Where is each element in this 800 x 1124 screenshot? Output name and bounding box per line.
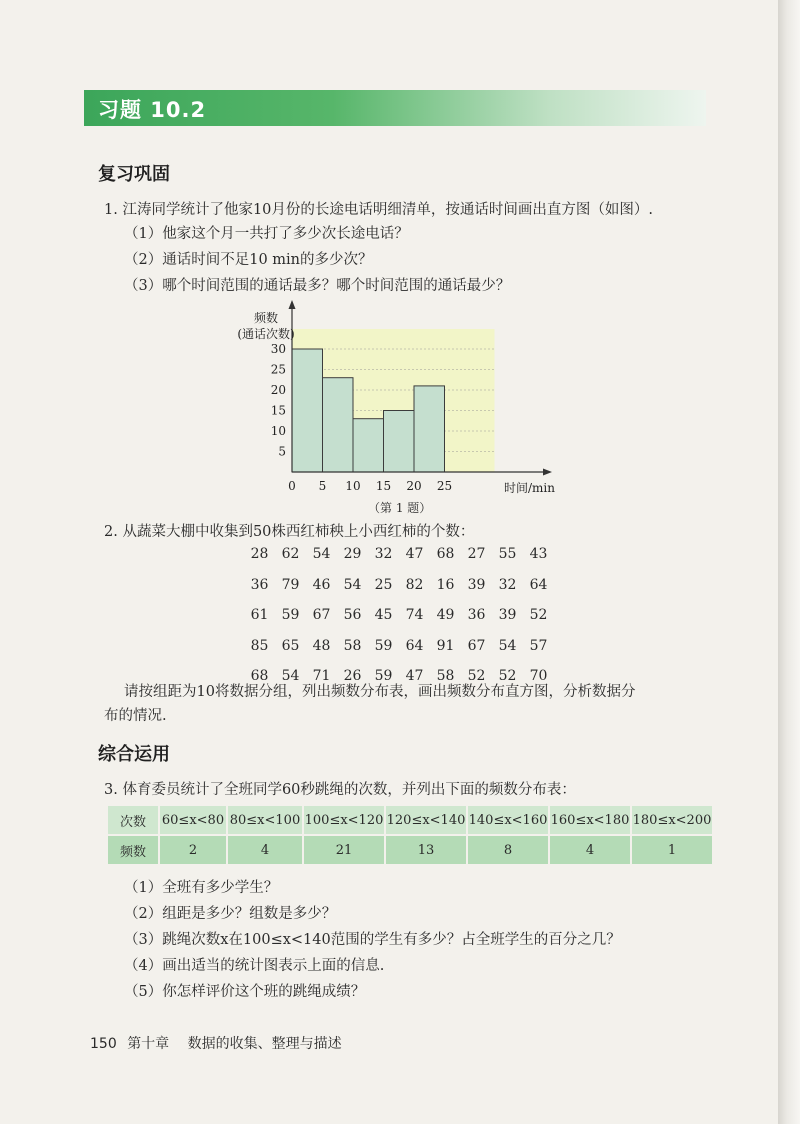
section-review-heading: 复习巩固 [98,164,170,185]
y-tick-label: 25 [270,362,286,377]
q3-sub-1: （1）全班有多少学生？ [124,880,279,896]
y-tick-label: 15 [270,403,286,418]
data-value: 82 [405,576,424,593]
histogram-bar [292,349,323,472]
q1-sub-3: （3）哪个时间范围的通话最多？哪个时间范围的通话最少？ [124,278,511,294]
data-value: 54 [281,668,300,684]
data-value: 49 [436,607,455,623]
q3-sub-4: （4）画出适当的统计图表示上面的信息. [124,958,385,974]
y-axis-arrow [289,300,296,309]
q2-instruction-line2: 布的情况. [104,708,167,724]
data-value: 65 [281,637,300,654]
x-tick-label: 20 [406,479,422,493]
x-axis-label: 时间/min [504,481,555,495]
data-value: 85 [250,637,269,654]
x-tick-label: 15 [375,479,392,493]
frequency-table [108,806,714,864]
data-value: 79 [281,576,300,593]
x-tick-label: 25 [436,479,453,493]
data-value: 16 [436,576,455,593]
q1-sub-2: （2）通话时间不足10 min的多少次？ [124,252,373,268]
data-value: 25 [374,576,393,593]
data-value: 64 [405,637,424,654]
data-value: 61 [250,607,269,623]
data-value: 26 [343,668,362,684]
data-value: 47 [405,546,424,562]
histogram-bar [414,386,445,472]
y-tick-label: 10 [270,424,286,438]
table-cell: 13 [385,835,467,864]
q2-instruction-line1: 请按组距为10将数据分组，列出频数分布表，画出频数分布直方图，分析数据分 [124,684,636,700]
table-cell: 160≤x<180 [549,806,631,835]
histogram-bar [323,378,354,472]
histogram-bar [384,411,415,473]
data-value: 48 [312,637,331,654]
table-cell: 60≤x<80 [159,806,227,835]
table-cell: 120≤x<140 [385,806,467,835]
data-value: 39 [498,607,517,623]
data-value: 74 [405,607,424,623]
data-value: 54 [343,576,362,593]
data-value: 32 [374,546,393,562]
data-value: 54 [312,546,331,562]
q3-sub-3: （3）跳绳次数x在100≤x<140范围的学生有多少？占全班学生的百分之几？ [124,932,621,948]
data-value: 64 [529,576,548,593]
table-cell: 21 [303,835,385,864]
data-value: 32 [498,576,517,593]
data-value: 52 [498,668,517,684]
table-cell: 1 [631,835,713,864]
q3-sub-5: （5）你怎样评价这个班的跳绳成绩？ [124,984,366,1000]
data-value: 27 [467,546,486,562]
table-row [108,835,713,864]
data-value: 59 [374,668,393,684]
data-value: 59 [281,607,300,623]
table-cell: 8 [467,835,549,864]
data-value: 68 [436,546,455,562]
data-value: 36 [467,607,486,623]
data-value: 67 [312,607,331,623]
data-value: 54 [498,637,517,654]
table-row [108,806,713,835]
y-axis-label-line1: 频数 [253,311,279,325]
data-value: 70 [529,668,548,684]
data-value: 43 [529,546,548,562]
data-value: 39 [467,576,486,593]
data-value: 56 [343,607,362,623]
y-tick-label: 20 [270,383,286,397]
table-cell: 100≤x<120 [303,806,385,835]
data-value: 68 [250,668,269,684]
data-value: 28 [250,546,269,562]
data-value: 55 [498,546,517,562]
table-cell: 4 [227,835,303,864]
x-axis-arrow [543,469,552,476]
chart-caption: （第 1 题） [368,501,432,515]
page-footer [90,1033,342,1053]
data-value: 67 [467,637,486,654]
q3-sub-2: （2）组距是多少？组数是多少？ [124,906,337,922]
y-tick-label: 5 [278,444,286,459]
table-cell: 80≤x<100 [227,806,303,835]
x-tick-label: 10 [345,479,361,493]
y-axis-label-line2: (通话次数) [237,327,295,341]
histogram-bar [353,419,384,472]
data-value: 59 [374,637,393,654]
chapter-title: 数据的收集、整理与描述 [187,1036,342,1052]
chapter-label: 第十章 [127,1036,170,1052]
q2-stem: 2. 从蔬菜大棚中收集到50株西红柿秧上小西红柿的个数： [104,524,475,540]
histogram-chart [0,0,800,520]
q1-sub-1: （1）他家这个月一共打了多少次长途电话？ [124,226,409,242]
table-row-label: 频数 [108,835,159,864]
data-grid [244,546,554,699]
data-value: 71 [312,668,331,684]
data-value: 58 [343,637,362,654]
data-value: 58 [436,668,455,684]
x-tick-label: 0 [288,479,296,493]
data-value: 62 [281,546,300,562]
y-tick-label: 30 [270,342,286,356]
exercise-title: 习题 10.2 [98,98,207,122]
data-value: 45 [374,607,393,623]
data-value: 91 [436,637,455,654]
data-value: 36 [250,576,269,593]
table-cell: 140≤x<160 [467,806,549,835]
q1-stem: 1. 江涛同学统计了他家10月份的长途电话明细清单，按通话时间画出直方图（如图）. [104,202,654,218]
table-row-label: 次数 [108,806,159,835]
table-cell: 4 [549,835,631,864]
q3-stem: 3. 体育委员统计了全班同学60秒跳绳的次数，并列出下面的频数分布表： [104,782,576,798]
table-cell: 180≤x<200 [631,806,713,835]
data-value: 52 [467,668,486,684]
section-apply-heading: 综合运用 [98,744,170,765]
data-value: 29 [343,546,362,562]
table-cell: 2 [159,835,227,864]
page-number: 150 [90,1036,117,1052]
data-value: 47 [405,668,424,684]
data-value: 52 [529,607,548,623]
x-tick-label: 5 [318,479,327,493]
data-value: 46 [312,576,331,593]
data-value: 57 [529,637,548,654]
